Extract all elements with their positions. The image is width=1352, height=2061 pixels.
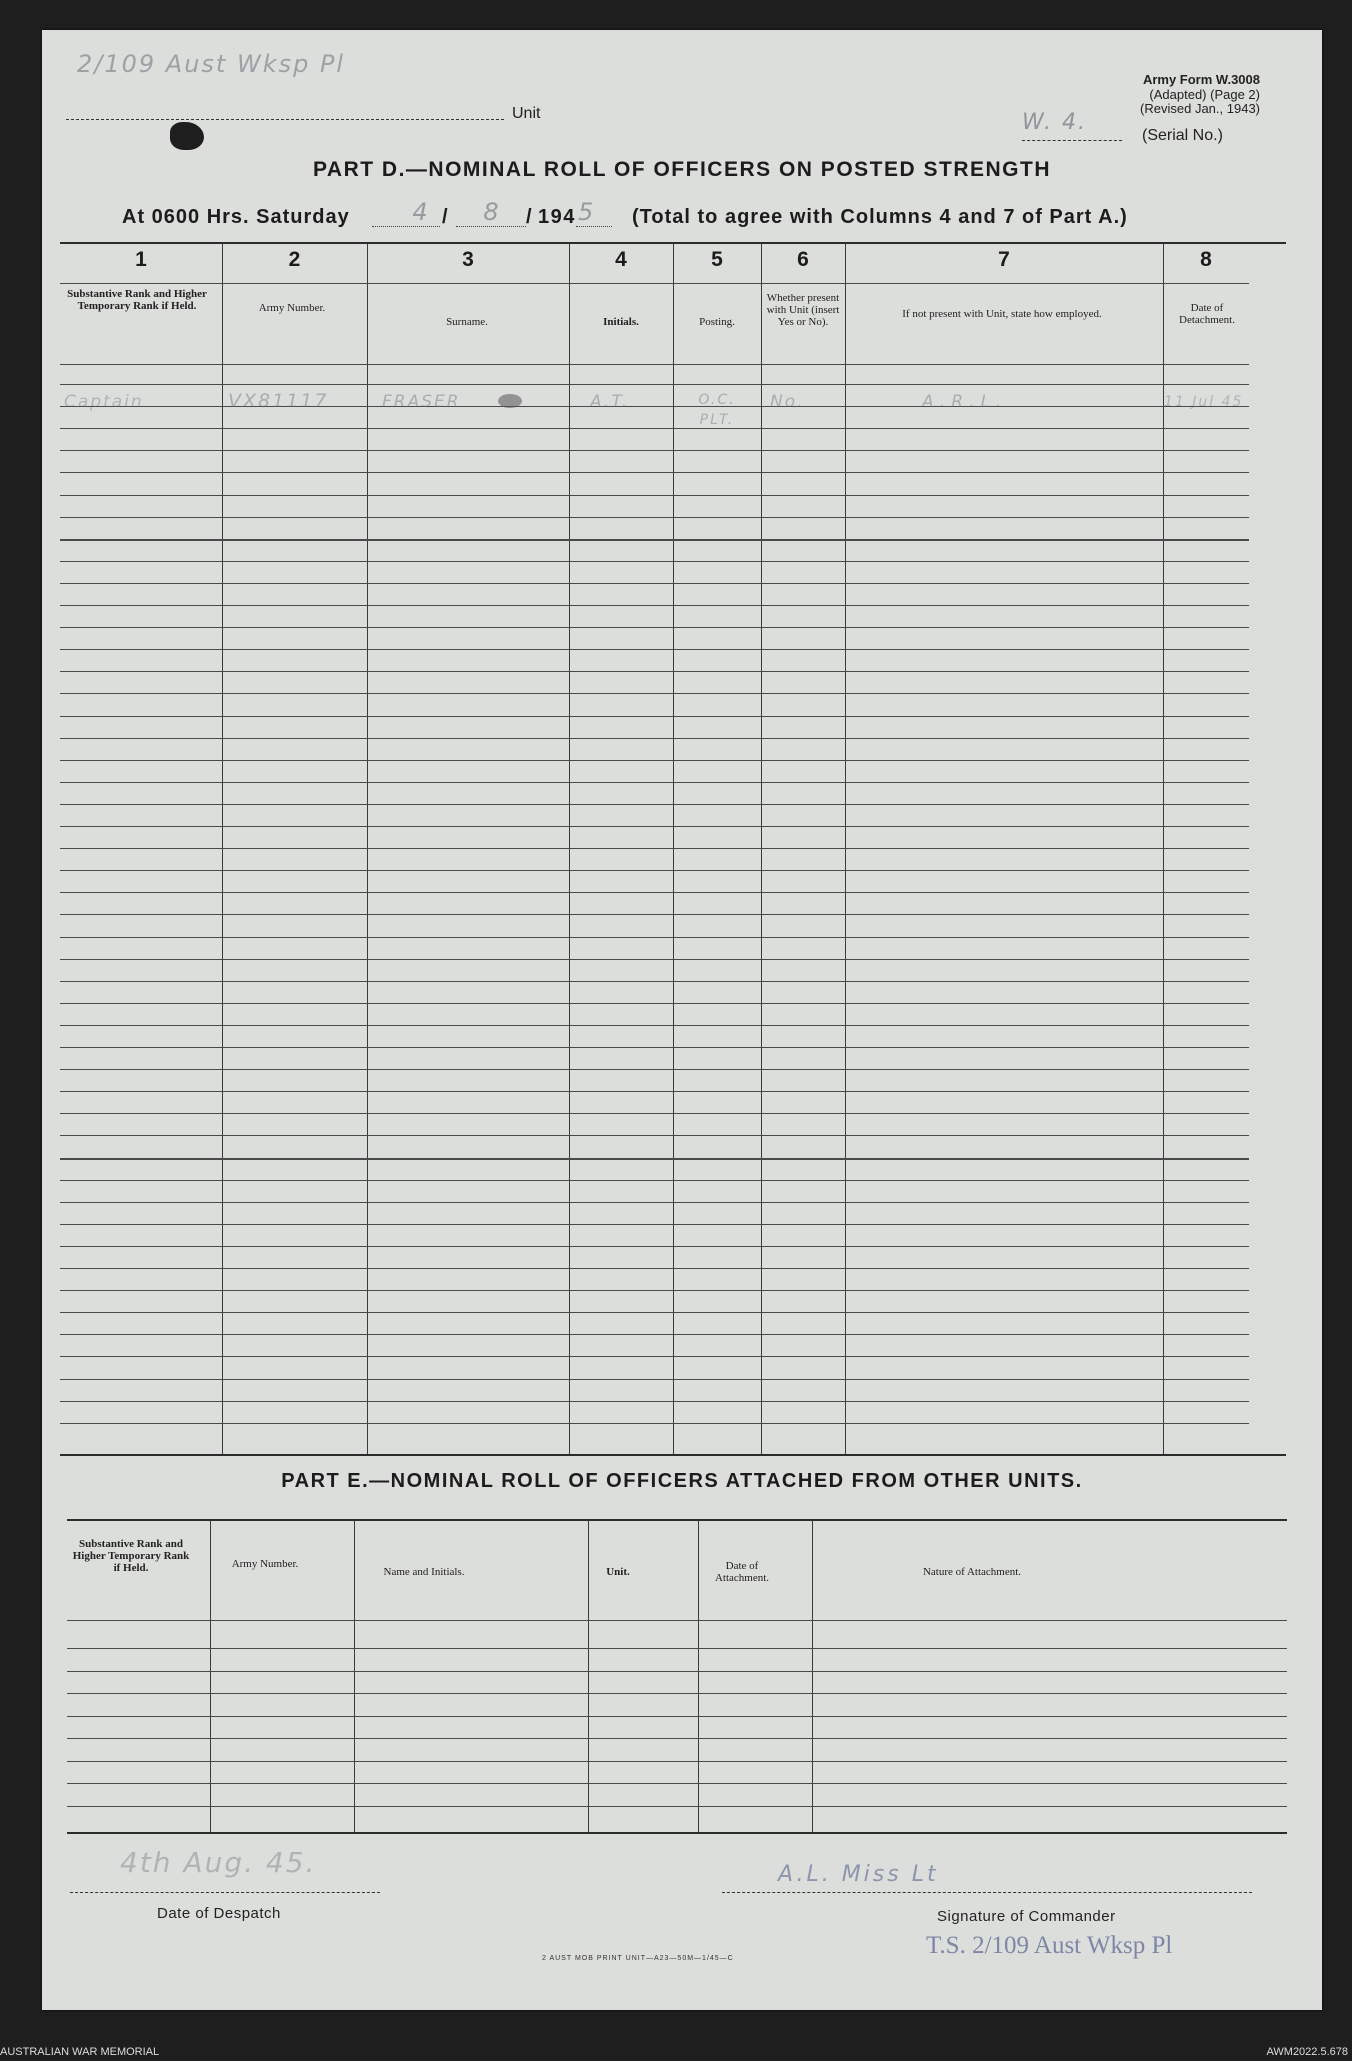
col-head-2: Army Number. xyxy=(258,302,326,314)
despatch-line xyxy=(70,1892,380,1893)
e-col-head-1: Substantive Rank and Higher Temporary Rank if Held. xyxy=(72,1538,190,1574)
form-revised: (Revised Jan., 1943) xyxy=(1140,101,1260,116)
table-row xyxy=(60,716,1249,717)
unit-label: Unit xyxy=(512,105,541,122)
table-row xyxy=(60,627,1249,628)
form-sheet xyxy=(42,30,1322,2010)
signature-line xyxy=(722,1892,1252,1893)
table-row xyxy=(60,1025,1249,1026)
table-row xyxy=(60,472,1249,473)
signature-handwritten: A.L. Miss Lt xyxy=(778,1862,939,1887)
punch-hole xyxy=(170,122,204,150)
col-num-4: 4 xyxy=(615,248,627,271)
day-line xyxy=(372,226,440,227)
col-head-1: Substantive Rank and Higher Temporary Rank if Held. xyxy=(67,288,207,312)
date-separator-1: / xyxy=(442,206,450,228)
entry-initials: A.T. xyxy=(590,392,630,412)
e-table-row xyxy=(67,1738,1287,1739)
signature-label: Signature of Commander xyxy=(937,1908,1116,1925)
table-row xyxy=(60,450,1249,451)
entry-surname: FRASER xyxy=(382,392,461,412)
total-note: (Total to agree with Columns 4 and 7 of Part A.) xyxy=(632,206,1128,228)
table-row xyxy=(60,760,1249,761)
at-text: At 0600 Hrs. Saturday xyxy=(122,206,350,228)
table-row xyxy=(60,671,1249,672)
part-d-title: PART D.—NOMINAL ROLL OF OFFICERS ON POSTED STRENGTH xyxy=(312,158,1051,181)
entry-army-number: VX81117 xyxy=(228,390,329,412)
printer-note: 2 AUST MOB PRINT UNIT—A23—50M—1/45—C xyxy=(542,1955,734,1962)
serial-line xyxy=(1022,140,1122,141)
table-row xyxy=(60,1113,1249,1114)
e-col-head-5: Date of Attachment. xyxy=(714,1560,770,1584)
table-row xyxy=(60,870,1249,871)
table-row xyxy=(60,693,1249,694)
header-bottom-rule xyxy=(60,364,1249,365)
table-row xyxy=(60,539,1249,541)
entry-rank: Captain xyxy=(64,392,144,412)
table-row xyxy=(60,495,1249,496)
e-col-head-4: Unit. xyxy=(606,1566,630,1578)
col-num-2: 2 xyxy=(288,248,301,271)
table-row xyxy=(60,1312,1249,1313)
despatch-handwritten: 4th Aug. 45. xyxy=(120,1846,317,1879)
col-head-5: Posting. xyxy=(699,316,735,328)
table-row xyxy=(60,1356,1249,1357)
e-table-row xyxy=(67,1806,1287,1807)
serial-handwritten: W. 4. xyxy=(1022,110,1087,135)
year-prefix: 194 xyxy=(538,206,576,228)
table-row xyxy=(60,1224,1249,1225)
col-num-8: 8 xyxy=(1200,248,1212,271)
month-line xyxy=(456,226,526,227)
table-row xyxy=(60,1047,1249,1048)
e-header-rule xyxy=(67,1620,1287,1621)
table-row xyxy=(60,1069,1249,1070)
e-column-divider xyxy=(698,1521,699,1832)
col-head-3: Surname. xyxy=(446,316,488,328)
entry-present: No. xyxy=(770,392,805,412)
unit-line xyxy=(66,119,504,120)
form-adapted: (Adapted) (Page 2) xyxy=(1149,87,1260,102)
table-row xyxy=(60,1246,1249,1247)
serial-label: (Serial No.) xyxy=(1142,127,1223,144)
table-row xyxy=(60,605,1249,606)
table-row xyxy=(60,804,1249,805)
entry-posting: O.C. PLT. xyxy=(698,392,736,428)
table-row xyxy=(60,892,1249,893)
table-row xyxy=(60,649,1249,650)
table-row xyxy=(60,517,1249,518)
part-e-bottom-rule xyxy=(67,1832,1287,1834)
table-row xyxy=(60,981,1249,982)
table-row xyxy=(60,937,1249,938)
table-row xyxy=(60,1423,1249,1424)
col-num-3: 3 xyxy=(462,248,474,271)
table-row xyxy=(60,1379,1249,1380)
e-col-head-3: Name and Initials. xyxy=(383,1566,465,1578)
table-row xyxy=(60,428,1249,429)
table-row xyxy=(60,1334,1249,1335)
e-col-head-2: Army Number. xyxy=(231,1558,299,1570)
table-row xyxy=(60,826,1249,827)
table-row xyxy=(60,782,1249,783)
despatch-label: Date of Despatch xyxy=(157,1905,281,1922)
e-table-row xyxy=(67,1783,1287,1784)
table-row xyxy=(60,1003,1249,1004)
table-row xyxy=(60,738,1249,739)
part-e-top-rule xyxy=(67,1519,1287,1521)
date-separator-2: / xyxy=(526,206,534,228)
col-num-5: 5 xyxy=(711,248,723,271)
col-head-6: Whether present with Unit (insert Yes or No). xyxy=(766,292,840,328)
e-col-head-6: Nature of Attachment. xyxy=(922,1566,1022,1578)
table-row xyxy=(60,1135,1249,1136)
col-num-6: 6 xyxy=(797,248,809,271)
ink-smudge xyxy=(498,394,522,408)
form-name: Army Form W.3008 xyxy=(1142,72,1260,87)
month-value: 8 xyxy=(483,198,501,226)
table-row xyxy=(60,848,1249,849)
col-head-7: If not present with Unit, state how employed. xyxy=(902,308,1102,320)
e-table-row xyxy=(67,1671,1287,1672)
e-table-row xyxy=(67,1648,1287,1649)
table-row xyxy=(60,561,1249,562)
header-number-rule xyxy=(60,283,1249,284)
e-column-divider xyxy=(812,1521,813,1832)
e-table-row xyxy=(67,1761,1287,1762)
e-table-row xyxy=(67,1693,1287,1694)
col-head-8: Date of Detachment. xyxy=(1179,302,1235,326)
year-line xyxy=(576,226,612,227)
unit-stamp: T.S. 2/109 Aust Wksp Pl xyxy=(926,1932,1173,1959)
year-suffix: 5 xyxy=(578,198,596,226)
day-value: 4 xyxy=(412,198,430,226)
table-row xyxy=(60,1202,1249,1203)
unit-handwritten: 2/109 Aust Wksp Pl xyxy=(77,50,346,78)
caption-left: AUSTRALIAN WAR MEMORIAL xyxy=(0,2046,160,2058)
entry-date-detach: 11 Jul 45 xyxy=(1164,394,1244,410)
col-head-4: Initials. xyxy=(603,316,639,328)
col-num-1: 1 xyxy=(135,248,147,271)
table-row xyxy=(60,1401,1249,1402)
table-row xyxy=(60,914,1249,915)
table-row xyxy=(60,1091,1249,1092)
table-row xyxy=(60,384,1249,385)
table-bottom-rule xyxy=(60,1454,1286,1456)
table-row xyxy=(60,959,1249,960)
e-table-row xyxy=(67,1716,1287,1717)
table-row xyxy=(60,1180,1249,1181)
part-e-title: PART E.—NOMINAL ROLL OF OFFICERS ATTACHED FROM OTHER UNITS. xyxy=(281,1470,1083,1492)
caption-right: AWM2022.5.678 xyxy=(1266,2046,1348,2058)
col-num-7: 7 xyxy=(998,248,1010,271)
table-row xyxy=(60,1290,1249,1291)
entry-employed: A.R.L. xyxy=(922,392,1008,412)
table-row xyxy=(60,1268,1249,1269)
table-row xyxy=(60,583,1249,584)
table-row xyxy=(60,1158,1249,1160)
